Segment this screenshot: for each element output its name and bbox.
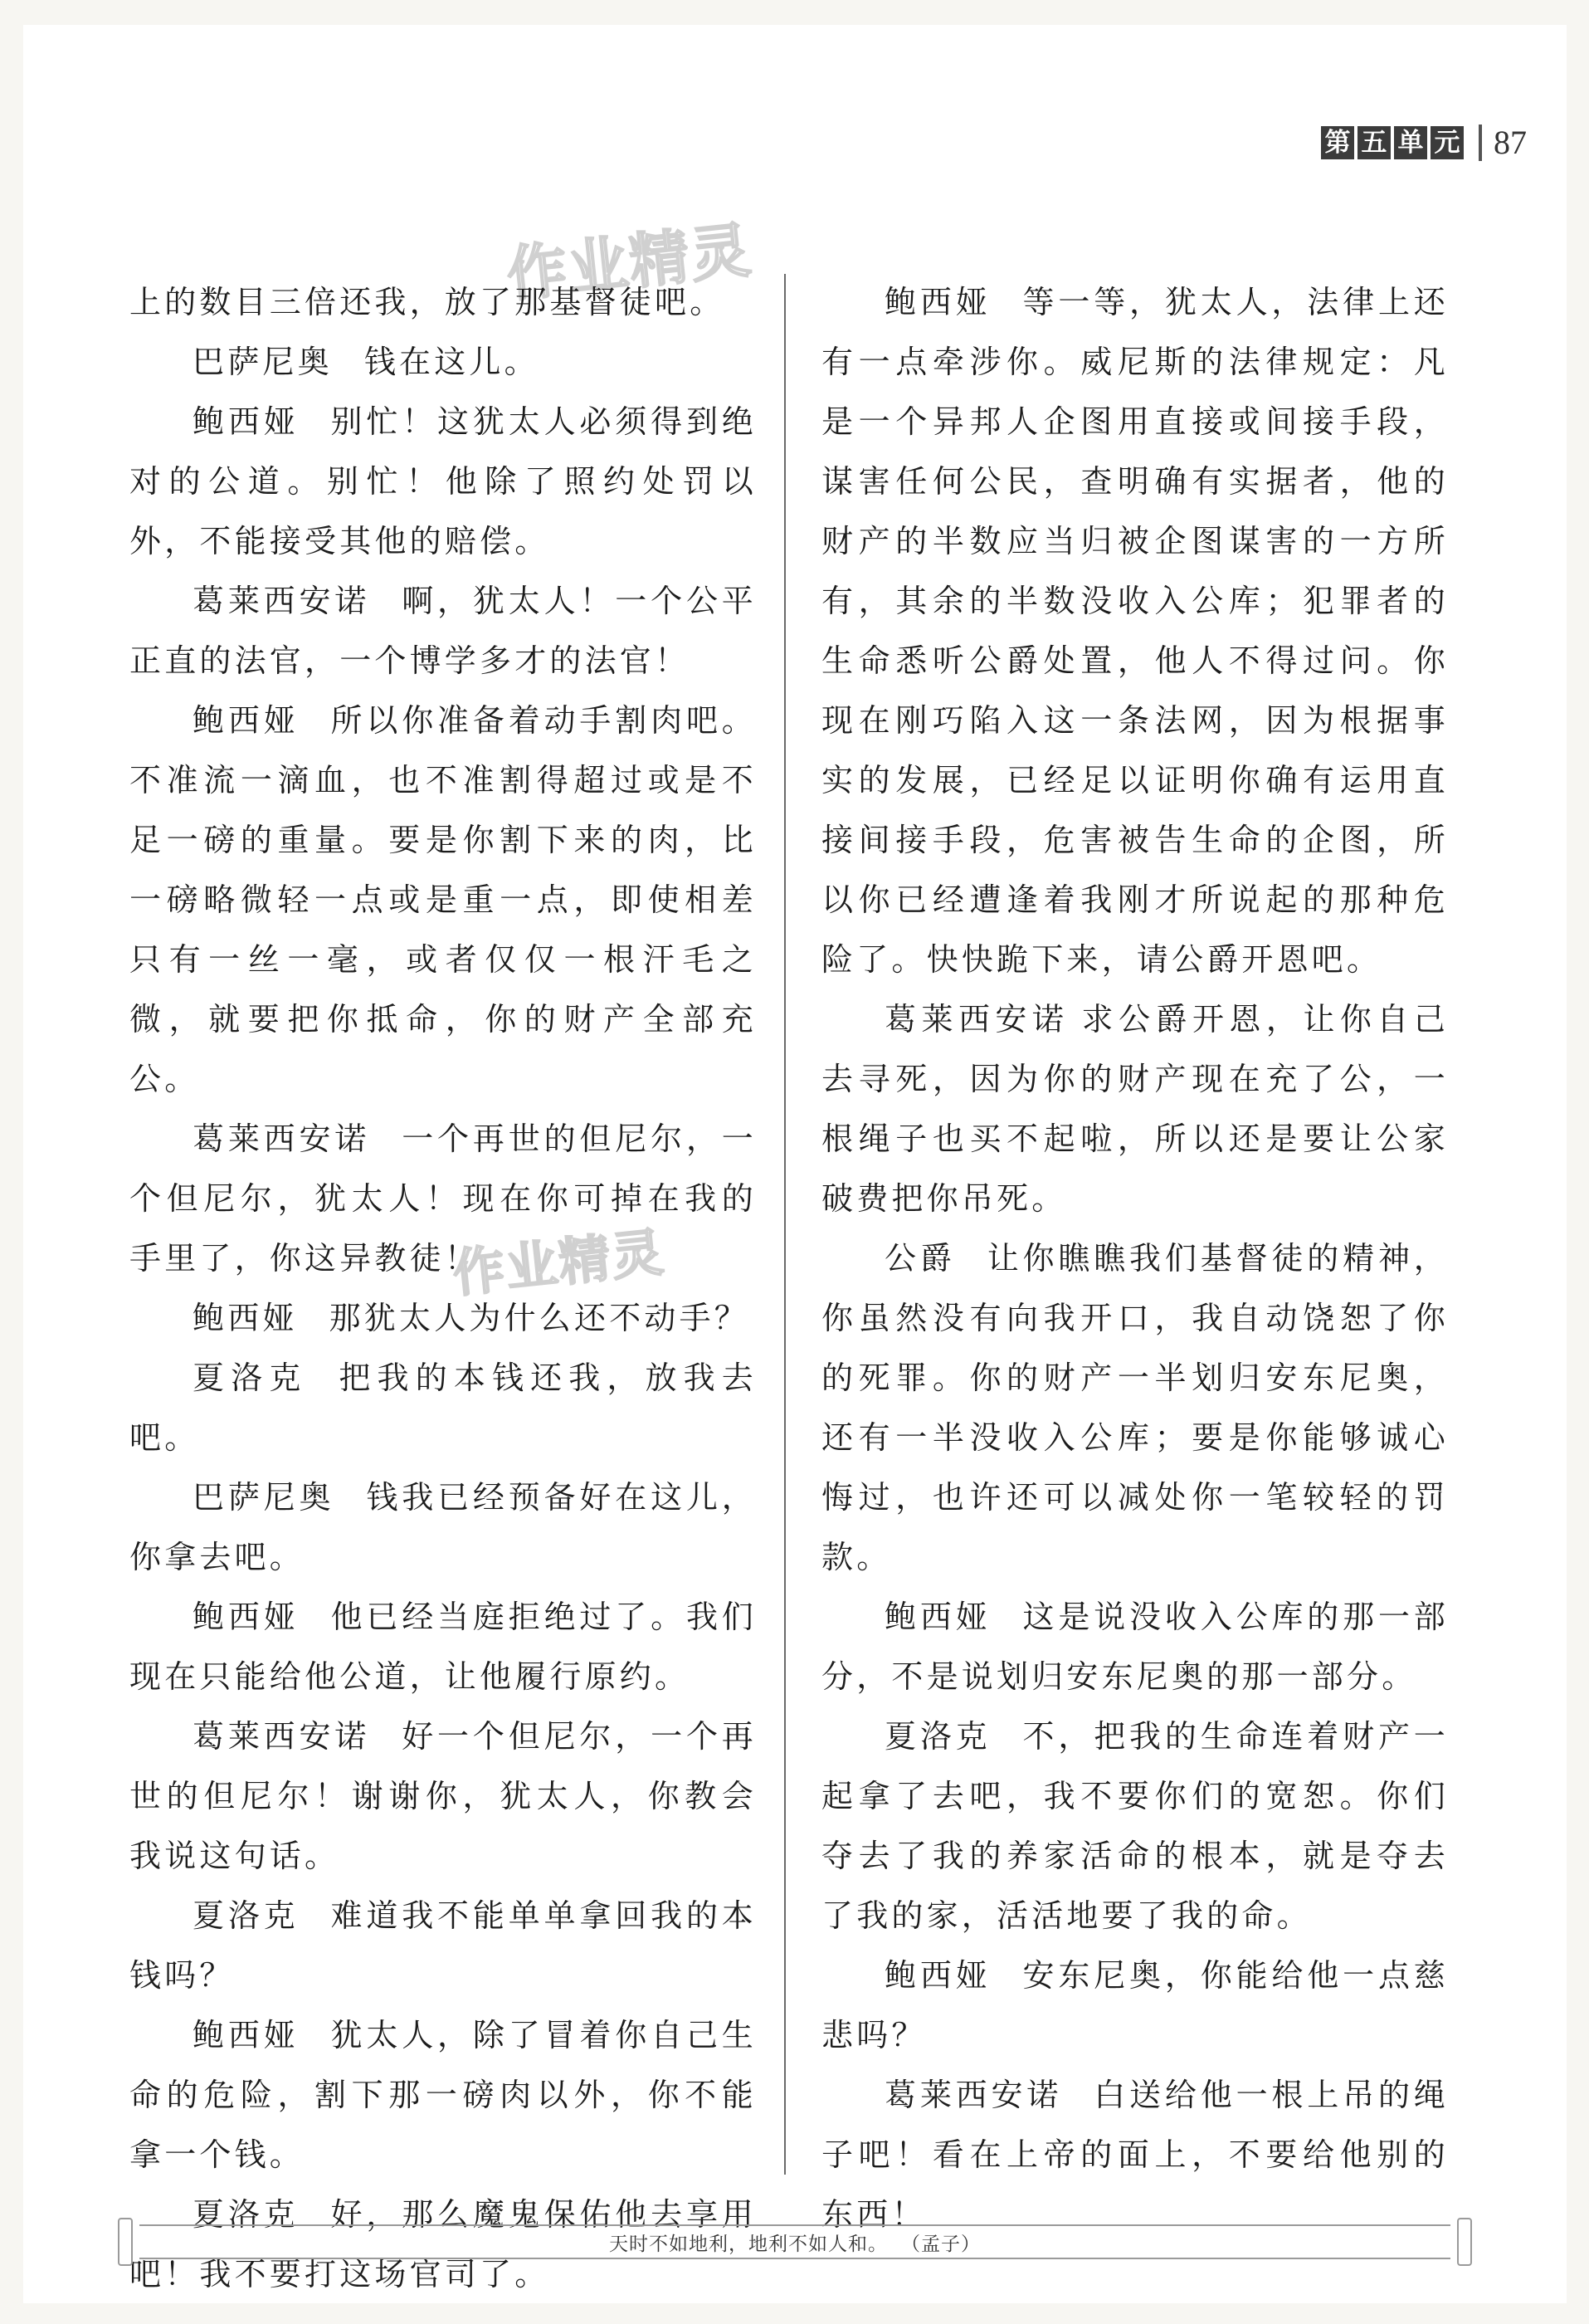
- dialogue-paragraph: [129, 332, 757, 392]
- dialogue-paragraph: [129, 691, 757, 1109]
- dialogue-text: 他已经当庭拒绝过了。我们现在只能给他公道，让他履行原约。: [129, 1599, 757, 1695]
- dialogue-paragraph: [821, 1228, 1449, 1587]
- speaker-name: 鲍西娅: [885, 1957, 992, 1994]
- speaker-name: 鲍西娅: [193, 702, 300, 739]
- speaker-name: 葛莱西安诺: [885, 1001, 1070, 1038]
- dialogue-text: 难道我不能单单拿回我的本钱吗？: [129, 1897, 757, 1994]
- dialogue-text: 把我的本钱还我，放我去吧。: [129, 1360, 757, 1456]
- dialogue-text: 安东尼奥，你能给他一点慈悲吗？: [821, 1957, 1449, 2053]
- dialogue-text: 白送给他一根上吊的绳子吧！看在上帝的面上，不要给他别的东西！: [821, 2077, 1449, 2233]
- dialogue-text: 钱在这儿。: [363, 344, 539, 380]
- speaker-name: 夏洛克: [885, 1718, 992, 1755]
- column-divider: [784, 274, 786, 2175]
- footer-source: （孟子）: [901, 2233, 981, 2255]
- dialogue-text: 上的数目三倍还我，放了那基督徒吧。: [129, 284, 725, 320]
- dialogue-text: 好一个但尼尔，一个再世的但尼尔！谢谢你，犹太人，你教会我说这句话。: [129, 1718, 757, 1874]
- dialogue-paragraph: [129, 1109, 757, 1288]
- dialogue-paragraph: [129, 1587, 757, 1706]
- header-divider: [1479, 124, 1482, 161]
- unit-label-char: 五: [1357, 126, 1391, 159]
- dialogue-paragraph: [129, 571, 757, 691]
- speaker-name: 葛莱西安诺: [193, 1718, 371, 1755]
- dialogue-paragraph: [821, 1706, 1449, 1946]
- watermark: 作业精灵: [504, 214, 756, 310]
- watermark: 作业精灵: [450, 1221, 668, 1305]
- dialogue-paragraph: [821, 989, 1449, 1228]
- speaker-name: 巴萨尼奥: [193, 1479, 335, 1516]
- dialogue-paragraph: [821, 272, 1449, 989]
- unit-label: [1321, 126, 1464, 159]
- dialogue-text: 求公爵开恩，让你自己去寻死，因为你的财产现在充了公，一根绳子也买不起啦，所以还是要让公家破费把你吊死。: [821, 1001, 1449, 1217]
- dialogue-text: 等一等，犹太人，法律上还有一点牵涉你。威尼斯的法律规定：凡是一个异邦人企图用直接或间接手段，谋害任何公民，查明确有实据者，他的财产的半数应当归被企图谋害的一方所有，其余的半数没收入公库；犯罪者的生命悉听公爵处置，他人不得过问。你现在刚巧陷入这一条法网，因为根据事实的发展，已经足以证明你确有运用直接间接手段，危害被告生命的企图，所以你已经遭逢着我刚才所说起的那种危险了。快快跪下来，请公爵开恩吧。: [821, 284, 1449, 978]
- speaker-name: 鲍西娅: [885, 1599, 992, 1635]
- speaker-name: 葛莱西安诺: [193, 583, 371, 619]
- page-number: 87: [1494, 124, 1527, 161]
- speaker-name: 鲍西娅: [193, 1300, 298, 1336]
- dialogue-text: 所以你准备着动手割肉吧。不准流一滴血，也不准割得超过或是不足一磅的重量。要是你割下来的肉，比一磅略微轻一点或是重一点，即使相差只有一丝一毫，或者仅仅一根汗毛之微，就要把你抵命，你的财产全部充公。: [129, 702, 757, 1097]
- speaker-name: 鲍西娅: [193, 2017, 300, 2053]
- dialogue-paragraph: [129, 1886, 757, 2005]
- dialogue-text: 钱我已经预备好在这儿，你拿去吧。: [129, 1479, 757, 1575]
- speaker-name: 鲍西娅: [193, 403, 300, 440]
- speaker-name: 葛莱西安诺: [885, 2077, 1063, 2113]
- dialogue-text: 好，那么魔鬼保佑他去享用吧！我不要打这场官司了。: [129, 2196, 757, 2292]
- dialogue-paragraph: [129, 392, 757, 571]
- unit-label-char: 单: [1394, 126, 1427, 159]
- speaker-name: 夏洛克: [193, 2196, 300, 2233]
- dialogue-text: 不，把我的生命连着财产一起拿了去吧，我不要你们的宽恕。你们夺去了我的养家活命的根本，就是夺去了我的家，活活地要了我的命。: [821, 1718, 1449, 1934]
- dialogue-text: 别忙！这犹太人必须得到绝对的公道。别忙！他除了照约处罚以外，不能接受其他的赔偿。: [129, 403, 757, 559]
- speaker-name: 夏洛克: [193, 1360, 308, 1396]
- dialogue-paragraph: [129, 272, 757, 332]
- speaker-name: 公爵: [885, 1240, 956, 1277]
- speaker-name: 巴萨尼奥: [193, 344, 333, 380]
- dialogue-text: 让你瞧瞧我们基督徒的精神，你虽然没有向我开口，我自动饶恕了你的死罪。你的财产一半划归安东尼奥，还有一半没收入公库；要是你能够诚心悔过，也许还可以减处你一笔较轻的罚款。: [821, 1240, 1449, 1575]
- dialogue-text: 一个再世的但尼尔，一个但尼尔，犹太人！现在你可掉在我的手里了，你这异教徒！: [129, 1120, 757, 1277]
- speaker-name: 葛莱西安诺: [193, 1120, 371, 1157]
- dialogue-paragraph: [129, 1348, 757, 1467]
- dialogue-paragraph: [821, 2065, 1449, 2244]
- speaker-name: 鲍西娅: [885, 284, 992, 320]
- dialogue-paragraph: [129, 2005, 757, 2185]
- page-header: [1321, 124, 1527, 161]
- unit-label-char: 第: [1321, 126, 1354, 159]
- speaker-name: 夏洛克: [193, 1897, 300, 1934]
- dialogue-paragraph: [821, 1587, 1449, 1706]
- footer-quote-banner: [139, 2224, 1450, 2259]
- dialogue-paragraph: [129, 1288, 757, 1348]
- dialogue-paragraph: [129, 1467, 757, 1587]
- unit-label-char: 元: [1431, 126, 1464, 159]
- footer-quote: 天时不如地利，地利不如人和。: [609, 2233, 888, 2255]
- dialogue-text: 那犹太人为什么还不动手？: [329, 1300, 750, 1336]
- dialogue-text: 啊，犹太人！一个公平正直的法官，一个博学多才的法官！: [129, 583, 757, 679]
- dialogue-text: 这是说没收入公库的那一部分，不是说划归安东尼奥的那一部分。: [821, 1599, 1449, 1695]
- left-column: [129, 272, 757, 2304]
- dialogue-paragraph: [129, 1706, 757, 1886]
- dialogue-paragraph: [821, 1946, 1449, 2065]
- speaker-name: 鲍西娅: [193, 1599, 300, 1635]
- dialogue-text: 犹太人，除了冒着你自己生命的危险，割下那一磅肉以外，你不能拿一个钱。: [129, 2017, 757, 2173]
- right-column: [821, 272, 1449, 2244]
